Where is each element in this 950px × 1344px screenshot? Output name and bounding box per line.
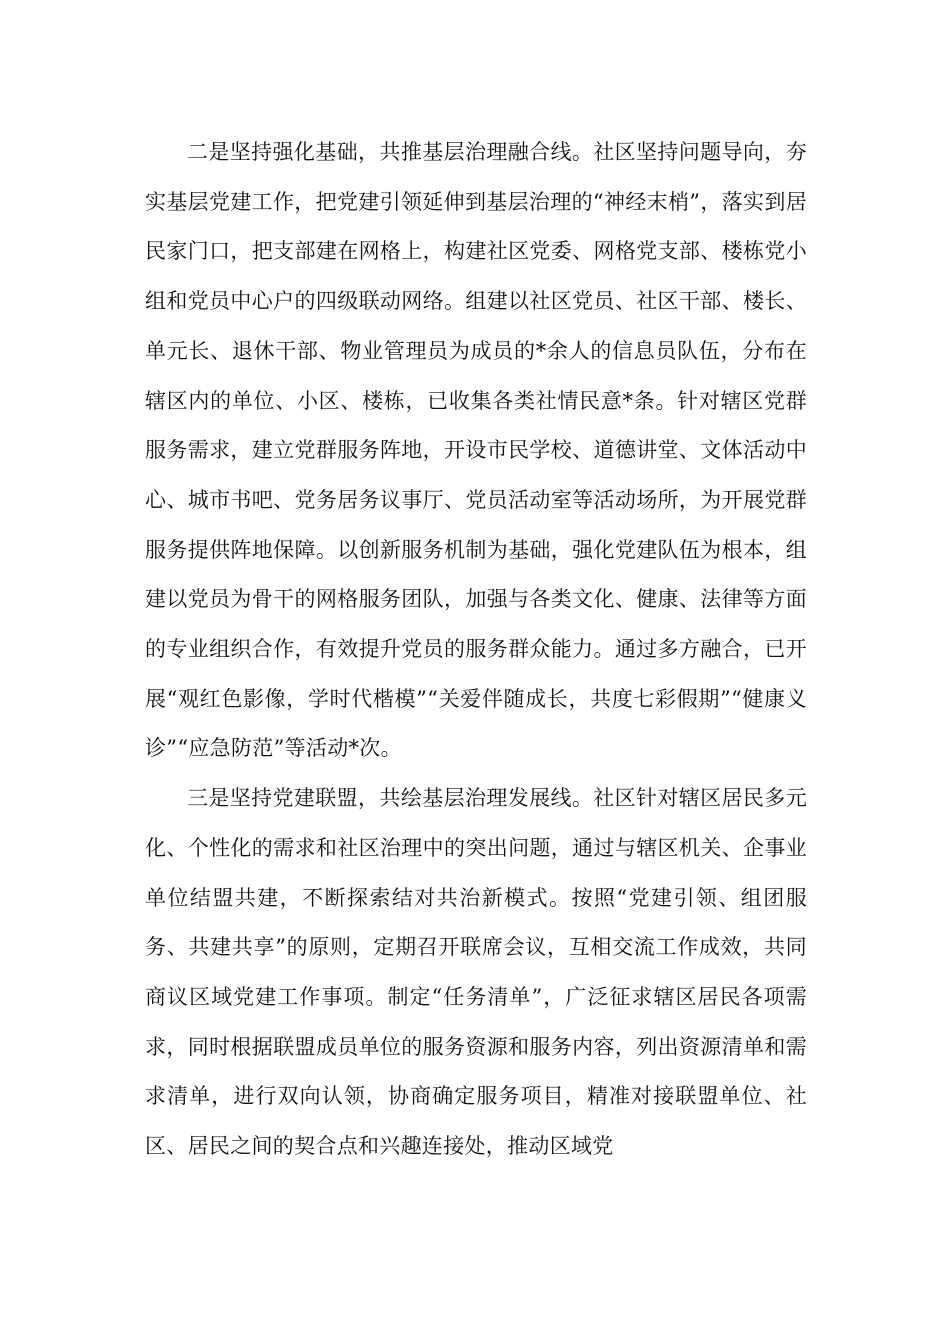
paragraph-party-alliance: 三是坚持党建联盟，共绘基层治理发展线。社区针对辖区居民多元化、个性化的需求和社区治理中的突出问题，通过与辖区机关、企事业单位结盟共建，不断探索结对共治新模式。按照“党建引领、组团服务、共建共享”的原则，定期召开联席会议，互相交流工作成效，共同商议区域党建工作事项。制定“任务清单”，广泛征求辖区居民各项需求，同时根据联盟成员单位的服务资源和服务内容，列出资源清单和需求清单，进行双向认领，协商确定服务项目，精准对接联盟单位、社区、居民之间的契合点和兴趣连接处，推动区域党: [145, 786, 807, 1159]
paragraph-strengthen-foundation: 二是坚持强化基础，共推基层治理融合线。社区坚持问题导向，夯实基层党建工作，把党建引领延伸到基层治理的“神经末梢”，落实到居民家门口，把支部建在网格上，构建社区党委、网格党支部、楼栋党小组和党员中心户的四级联动网络。组建以社区党员、社区干部、楼长、单元长、退休干部、物业管理员为成员的*余人的信息员队伍，分布在辖区内的单位、小区、楼栋，已收集各类社情民意*条。针对辖区党群服务需求，建立党群服务阵地，开设市民学校、道德讲堂、文体活动中心、城市书吧、党务居务议事厅、党员活动室等活动场所，为开展党群服务提供阵地保障。以创新服务机制为基础，强化党建队伍为根本，组建以党员为骨干的网格服务团队，加强与各类文化、健康、法律等方面的专业组织合作，有效提升党员的服务群众能力。通过多方融合，已开展“观红色影像，学时代楷模”“关爱伴随成长，共度七彩假期”“健康义诊”“应急防范”等活动*次。: [145, 140, 807, 761]
document-body: [145, 128, 807, 1172]
